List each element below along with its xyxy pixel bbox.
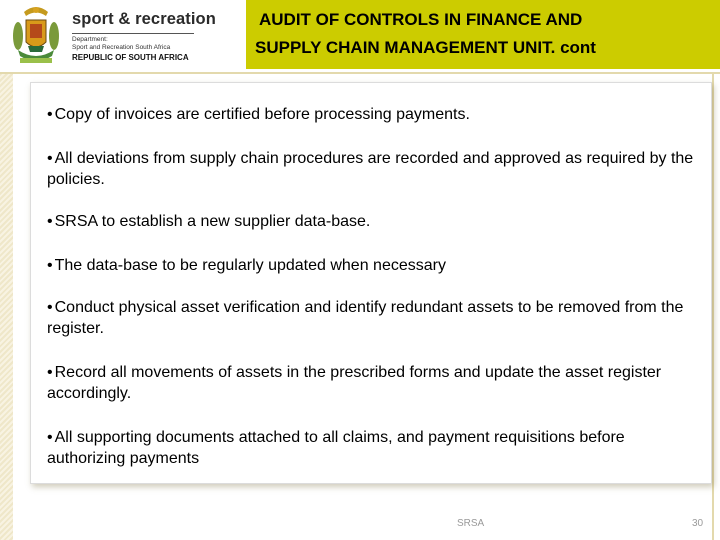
bullet-icon: • [47,429,53,446]
bullet-text: All supporting documents attached to all claims, and payment requisitions before authorizing payments [47,429,625,467]
bullet-item [47,362,702,404]
bullet-item [47,255,702,276]
bullet-item [47,104,702,125]
brand-divider [72,33,194,34]
coat-of-arms-icon [6,2,66,68]
slide-title-line-2: SUPPLY CHAIN MANAGEMENT UNIT. cont [255,38,596,57]
department-name: Sport and Recreation South Africa [72,44,171,51]
bullet-item [47,148,702,190]
right-border-rule [712,72,714,540]
bullet-icon: • [47,213,53,230]
slide-title-line-1: AUDIT OF CONTROLS IN FINANCE AND [259,10,583,29]
brand-name: sport & recreation [72,10,216,28]
bullet-item [47,211,702,232]
header-logo-area [0,0,246,72]
content-panel [30,82,712,484]
department-label: Department: [72,36,108,43]
bullet-text: Copy of invoices are certified before processing payments. [54,106,470,123]
bullet-text: Record all movements of assets in the prescribed forms and update the asset register accordingly. [47,364,662,402]
bullet-text: All deviations from supply chain procedures are recorded and approved as required by the policies. [47,150,694,188]
slide-number: 30 [692,518,704,529]
bullet-item [47,297,702,339]
bullet-icon: • [47,257,53,274]
bullet-text: The data-base to be regularly updated when necessary [54,257,446,274]
bullet-icon: • [47,364,53,381]
footer-organization: SRSA [457,518,485,529]
bullet-item [47,427,702,469]
slide-title-box [246,0,720,69]
bullet-icon: • [47,299,53,316]
bullet-text: Conduct physical asset verification and identify redundant assets to be removed from the register. [47,299,684,337]
bullet-icon: • [47,150,53,167]
header-divider [0,72,720,74]
bullet-text: SRSA to establish a new supplier data-base. [54,213,371,230]
country-name: REPUBLIC OF SOUTH AFRICA [72,53,189,62]
bullet-icon: • [47,106,53,123]
left-texture-band [0,0,13,540]
